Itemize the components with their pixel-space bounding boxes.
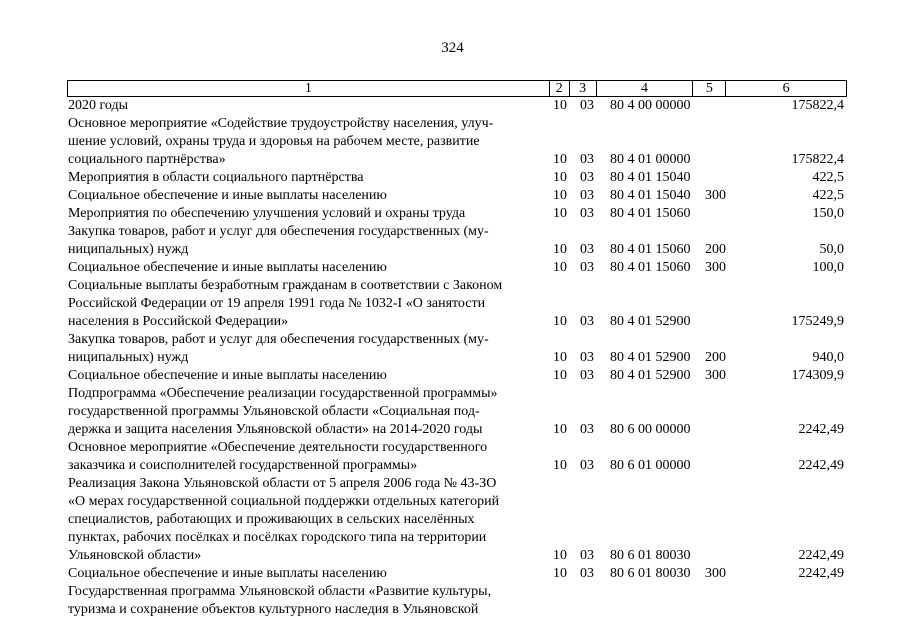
description-line: туризма и сохранение объектов культурного наследия в Ульяновской [68,602,479,617]
table-row [0,115,905,169]
table-row [0,259,905,277]
section-code: 10 [553,314,567,329]
expense-type-code: 300 [705,260,726,275]
description-line: Социальные выплаты безработным гражданам в соответствии с Законом [68,278,503,293]
section-code: 10 [553,170,567,185]
amount: 2242,49 [798,458,844,473]
section-code: 10 [553,152,567,167]
section-code: 10 [553,566,567,581]
header-col-1: 1 [68,81,550,96]
table-row [0,277,905,331]
row-codes [0,187,905,205]
target-article-code: 80 6 01 80030 [610,566,691,581]
section-code: 10 [553,260,567,275]
subsection-code: 03 [580,242,594,257]
table-row [0,169,905,187]
table-row [0,331,905,367]
description-line: пунктах, рабочих посёлках и посёлках городского типа на территории [68,530,487,545]
row-codes [0,349,905,367]
description-line: Ульяновской области» [68,548,202,563]
subsection-code: 03 [580,170,594,185]
description-line: социального партнёрства» [68,152,226,167]
amount: 422,5 [812,170,844,185]
description-line: Закупка товаров, работ и услуг для обеспечения государственных (му- [68,332,489,347]
subsection-code: 03 [580,260,594,275]
description-line: ниципальных) нужд [68,350,189,365]
description-line: специалистов, работающих и проживающих в сельских населённых [68,512,475,527]
description-line: Социальное обеспечение и иные выплаты населению [68,188,387,203]
expense-type-code: 300 [705,566,726,581]
section-code: 10 [553,188,567,203]
target-article-code: 80 4 00 00000 [610,98,691,113]
description-line: Основное мероприятие «Содействие трудоустройству населения, улуч- [68,116,494,131]
description-line: Подпрограмма «Обеспечение реализации государственной программы» [68,386,498,401]
description-line: «О мерах государственной социальной поддержки отдельных категорий [68,494,500,509]
description-line: Реализация Закона Ульяновской области от 5 апреля 2006 года № 43-ЗО [68,476,497,491]
description-line: ниципальных) нужд [68,242,189,257]
table-row [0,97,905,115]
description-line: населения в Российской Федерации» [68,314,289,329]
amount: 174309,9 [791,368,844,383]
subsection-code: 03 [580,188,594,203]
section-code: 10 [553,206,567,221]
amount: 100,0 [812,260,844,275]
target-article-code: 80 6 00 00000 [610,422,691,437]
table-row [0,475,905,565]
target-article-code: 80 4 01 15060 [610,206,691,221]
subsection-code: 03 [580,548,594,563]
description-line: держка и защита населения Ульяновской области» на 2014-2020 годы [68,422,483,437]
table-row [0,205,905,223]
row-codes [0,241,905,259]
target-article-code: 80 6 01 80030 [610,548,691,563]
section-code: 10 [553,458,567,473]
description-line: Закупка товаров, работ и услуг для обеспечения государственных (му- [68,224,489,239]
row-codes [0,313,905,331]
section-code: 10 [553,548,567,563]
description-line: заказчика и соисполнителей государственной программы» [68,458,418,473]
table-row [0,187,905,205]
description-line: шение условий, охраны труда и здоровья на рабочем месте, развитие [68,134,480,149]
header-col-6: 6 [782,81,790,96]
description-line: Мероприятия в области социального партнёрства [68,170,364,185]
table-row [0,367,905,385]
target-article-code: 80 4 01 00000 [610,152,691,167]
subsection-code: 03 [580,422,594,437]
expense-type-code: 300 [705,368,726,383]
section-code: 10 [553,368,567,383]
description-line: Социальное обеспечение и иные выплаты населению [68,566,387,581]
table-row [0,385,905,439]
description-line: Мероприятия по обеспечению улучшения условий и охраны труда [68,206,466,221]
row-codes [0,97,905,115]
page-number: 324 [441,40,464,56]
subsection-code: 03 [580,350,594,365]
description-line: Социальное обеспечение и иные выплаты населению [68,260,387,275]
target-article-code: 80 4 01 52900 [610,350,691,365]
table-body [0,97,905,619]
header-col-5: 5 [693,81,726,96]
amount: 940,0 [812,350,844,365]
row-codes [0,565,905,583]
description-line: 2020 годы [68,98,129,113]
amount: 2242,49 [798,548,844,563]
section-code: 10 [553,422,567,437]
table-header [67,80,847,97]
amount: 175822,4 [791,98,844,113]
header-col-2: 2 [550,81,570,96]
header-col-3: 3 [570,81,597,96]
target-article-code: 80 4 01 52900 [610,314,691,329]
table-row [0,223,905,259]
target-article-code: 80 4 01 15040 [610,170,691,185]
expense-type-code: 200 [705,242,726,257]
row-codes [0,457,905,475]
target-article-code: 80 4 01 15060 [610,242,691,257]
subsection-code: 03 [580,368,594,383]
amount: 50,0 [819,242,844,257]
row-codes [0,169,905,187]
section-code: 10 [553,98,567,113]
amount: 175822,4 [791,152,844,167]
table-row [0,583,905,619]
row-codes [0,367,905,385]
description-line: государственной программы Ульяновской области «Социальная под- [68,404,480,419]
description-line: Российской Федерации от 19 апреля 1991 года № 1032-I «О занятости [68,296,486,311]
amount: 175249,9 [791,314,844,329]
header-col-4: 4 [597,81,694,96]
row-codes [0,151,905,169]
row-codes [0,421,905,439]
amount: 2242,49 [798,566,844,581]
subsection-code: 03 [580,206,594,221]
target-article-code: 80 6 01 00000 [610,458,691,473]
subsection-code: 03 [580,314,594,329]
row-codes [0,601,905,619]
amount: 422,5 [812,188,844,203]
row-codes [0,547,905,565]
expense-type-code: 200 [705,350,726,365]
description-line: Основное мероприятие «Обеспечение деятельности государственного [68,440,488,455]
table-row [0,565,905,583]
subsection-code: 03 [580,566,594,581]
subsection-code: 03 [580,458,594,473]
description-line: Социальное обеспечение и иные выплаты населению [68,368,387,383]
amount: 150,0 [812,206,844,221]
subsection-code: 03 [580,98,594,113]
section-code: 10 [553,242,567,257]
target-article-code: 80 4 01 52900 [610,368,691,383]
row-codes [0,205,905,223]
expense-type-code: 300 [705,188,726,203]
section-code: 10 [553,350,567,365]
table-row [0,439,905,475]
target-article-code: 80 4 01 15040 [610,188,691,203]
row-codes [0,259,905,277]
amount: 2242,49 [798,422,844,437]
target-article-code: 80 4 01 15060 [610,260,691,275]
description-line: Государственная программа Ульяновской области «Развитие культуры, [68,584,492,599]
subsection-code: 03 [580,152,594,167]
